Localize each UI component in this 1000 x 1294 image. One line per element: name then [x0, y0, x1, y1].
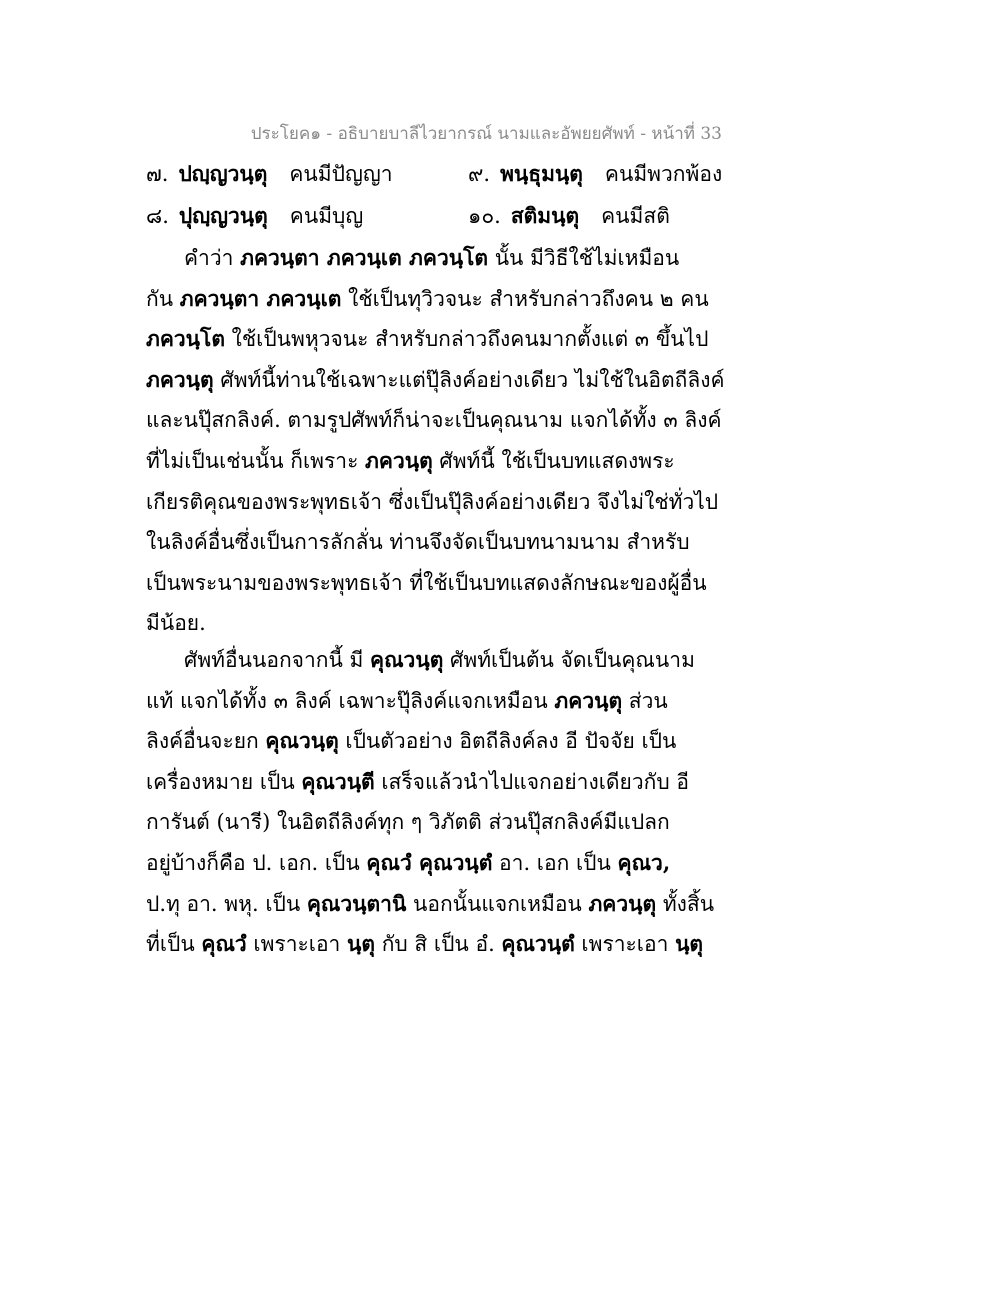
text-run: กัน	[146, 286, 180, 311]
text-line	[146, 924, 704, 965]
text-run: เป็นตัวอย่าง อิตถีลิงค์ลง อี ปัจจัย เป็น	[338, 729, 677, 754]
text-line: การันต์ (นารี) ในอิตถีลิงค์ทุก ๆ วิภัตติ ส่วนปุ๊สกลิงค์มีแปลก	[146, 810, 670, 835]
text-run: นอกนั้นแจกเหมือน	[406, 891, 589, 916]
vocab-word: พนฺธุมนฺตุ	[500, 161, 583, 186]
text-run: ที่ไม่เป็นเช่นนั้น ก็เพราะ	[146, 448, 366, 473]
text-line: เกียรติคุณของพระพุทธเจ้า ซึ่งเป็นปุ๊ลิงค์อย่างเดียว จึงไม่ใช่ทั่วไป	[146, 489, 719, 514]
vocab-item	[468, 158, 722, 191]
bold-term: คุณวํ คุณวนฺตํ	[366, 849, 493, 875]
bold-term: คุณวนฺตุ	[265, 728, 339, 754]
bold-term: คุณวนฺตานิ	[306, 890, 407, 916]
vocab-meaning: คนมีบุญ	[289, 204, 364, 228]
text-line	[146, 721, 676, 762]
text-run: คำว่า	[184, 246, 241, 270]
bold-term: ภควนฺตา ภควนฺเต ภควนฺโต	[240, 245, 489, 270]
text-run: เพราะเอา	[246, 932, 348, 957]
bold-term: ภควนฺตุ	[588, 890, 657, 916]
text-run: เพราะเอา	[574, 932, 676, 957]
text-run: อา. เอก เป็น	[492, 850, 618, 875]
text-line: และนปุ๊สกลิงค์. ตามรูปศัพท์ก็น่าจะเป็นคุณนาม แจกได้ทั้ง ๓ ลิงค์	[146, 408, 722, 433]
text-run: แท้ แจกได้ทั้ง ๓ ลิงค์ เฉพาะปุ๊ลิงค์แจกเหมือน	[146, 688, 555, 713]
bold-term: คุณวํ	[201, 931, 247, 957]
bold-term: คุณว,	[617, 849, 671, 875]
bold-term: นฺตุ	[675, 931, 704, 957]
vocab-number: ๑๐.	[468, 204, 501, 228]
text-line	[146, 884, 715, 925]
vocab-word: สติมนฺตุ	[510, 203, 580, 228]
text-run: กับ สิ เป็น อํ.	[375, 932, 502, 957]
bold-term: คุณวนฺตุ	[370, 647, 444, 672]
vocab-item	[146, 200, 363, 233]
text-run: ศัพท์อื่นนอกจากนี้ มี	[184, 648, 371, 672]
text-line	[146, 441, 676, 482]
vocab-row	[146, 158, 746, 198]
vocab-item	[468, 200, 670, 233]
text-run: ส่วน	[622, 688, 668, 713]
text-run: นั้น มีวิธีใช้ไม่เหมือน	[488, 246, 680, 270]
bold-term: ภควนฺโต	[146, 326, 225, 352]
vocab-word: ปญฺญวนฺตุ	[178, 161, 268, 186]
text-line	[146, 762, 689, 803]
vocab-number: ๙.	[468, 162, 491, 186]
vocab-item	[146, 158, 393, 191]
vocab-row	[146, 200, 746, 240]
text-run: ศัพท์นี้ท่านใช้เฉพาะแต่ปุ๊ลิงค์อย่างเดียว ไม่ใช้ในอิตถีลิงค์	[213, 367, 725, 392]
vocab-number: ๗.	[146, 162, 169, 186]
text-run: ใช้เป็นทุวิวจนะ สำหรับกล่าวถึงคน ๒ คน	[341, 286, 709, 311]
text-run: อยู่บ้างก็คือ ป. เอก. เป็น	[146, 850, 367, 875]
text-line	[146, 360, 725, 401]
bold-term: นฺตุ	[347, 931, 376, 957]
bold-term: ภควนฺตุ	[365, 447, 433, 473]
text-line	[146, 681, 676, 722]
paragraph-bhagavantu	[146, 238, 725, 644]
paragraph-gunavantu	[146, 640, 715, 965]
vocab-meaning: คนมีปัญญา	[289, 162, 393, 186]
text-run: ศัพท์เป็นต้น จัดเป็นคุณนาม	[443, 648, 695, 672]
vocab-number: ๘.	[146, 204, 169, 228]
text-line: มีน้อย.	[146, 611, 206, 636]
text-run: ป.ทุ อา. พหุ. เป็น	[146, 891, 307, 916]
text-run: เสร็จแล้วนำไปแจกอย่างเดียวกับ อี	[374, 769, 689, 794]
text-line	[146, 319, 709, 360]
vocab-meaning: คนมีสติ	[601, 204, 670, 228]
text-line	[146, 843, 676, 884]
text-line	[146, 279, 709, 320]
vocab-word: ปุญฺญวนฺตุ	[178, 203, 268, 228]
text-run: ศัพท์นี้ ใช้เป็นบทแสดงพระ	[432, 448, 675, 473]
text-line: เป็นพระนามของพระพุทธเจ้า ที่ใช้เป็นบทแสดงลักษณะของผู้อื่น	[146, 570, 707, 595]
text-run: ที่เป็น	[146, 932, 202, 957]
text-run: เครื่องหมาย เป็น	[146, 769, 302, 794]
text-line	[146, 238, 680, 279]
text-line: ในลิงค์อื่นซึ่งเป็นการลักลั่น ท่านจึงจัดเป็นบทนามนาม สำหรับ	[146, 530, 690, 555]
bold-term: คุณวนฺตํ	[501, 931, 575, 957]
vocab-meaning: คนมีพวกพ้อง	[604, 162, 723, 186]
page-header: ประโยค๑ - อธิบายบาลีไวยากรณ์ นามและอัพยยศัพท์ - หน้าที่ 33	[250, 124, 722, 144]
bold-term: ภควนฺตา ภควนฺเต	[179, 285, 342, 311]
bold-term: ภควนฺตุ	[146, 366, 214, 392]
bold-term: คุณวนฺตี	[301, 768, 375, 794]
text-line	[146, 640, 695, 681]
bold-term: ภควนฺตุ	[554, 687, 623, 713]
text-run: ลิงค์อื่นจะยก	[146, 729, 266, 754]
text-run: ใช้เป็นพหุวจนะ สำหรับกล่าวถึงคนมากตั้งแต่ ๓ ขึ้นไป	[224, 327, 709, 352]
text-run: ทั้งสิ้น	[656, 891, 715, 916]
